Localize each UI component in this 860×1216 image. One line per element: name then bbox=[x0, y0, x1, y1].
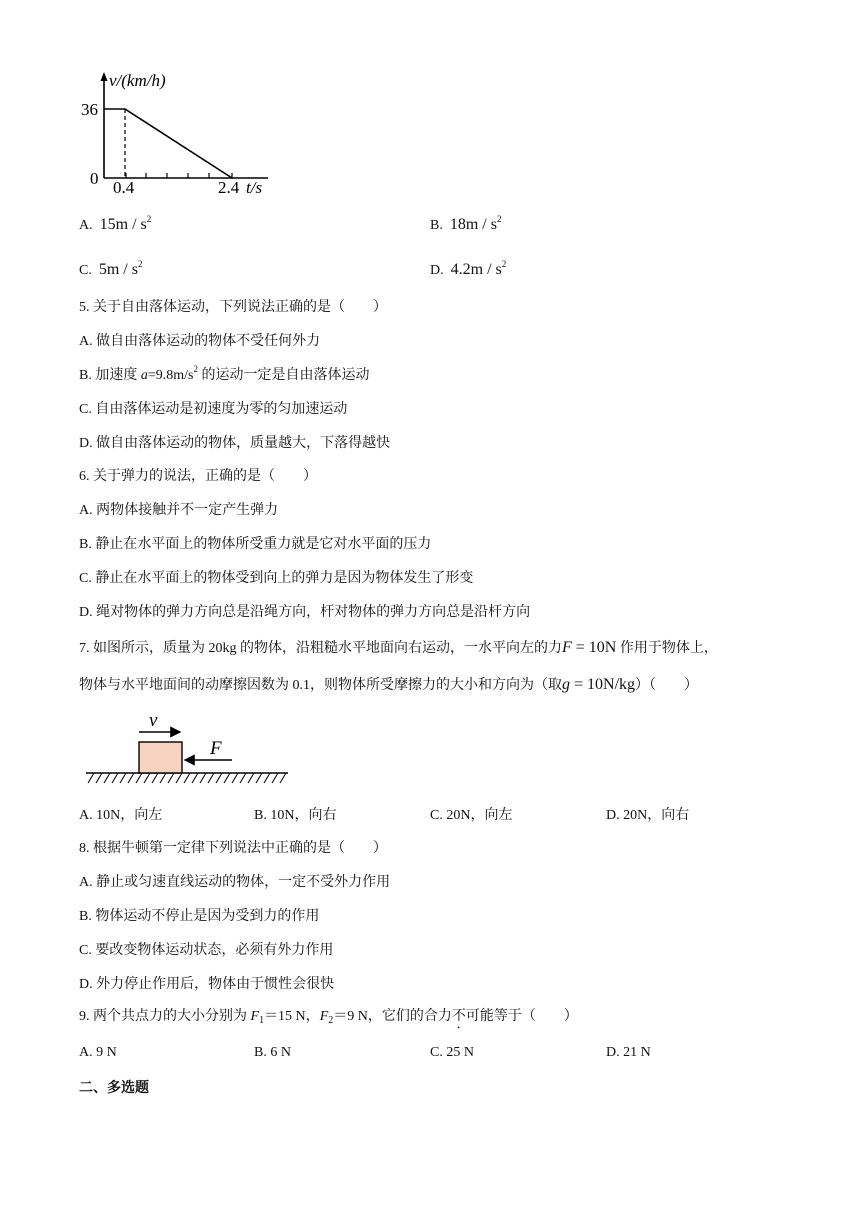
q8-option-b: B. 物体运动不停止是因为受到力的作用 bbox=[79, 909, 320, 924]
q9-option-d: D. 21 N bbox=[606, 1045, 651, 1060]
origin-label: 0 bbox=[90, 169, 99, 188]
emphasis-dot-char: 不 bbox=[451, 1009, 466, 1024]
q6-stem: 6. 关于弹力的说法，正确的是（ ） bbox=[79, 469, 317, 484]
q7-option-c: C. 20N，向左 bbox=[430, 808, 513, 823]
q7-stem-line2: 物体与水平地面间的动摩擦因数为 0.1，则物体所受摩擦力的大小和方向为（取g = 10N/kg）（ ） bbox=[79, 676, 699, 693]
x-tick-24: 2.4 bbox=[218, 178, 240, 197]
q5-option-b: B. 加速度 $a=9.8m/s^2$ 的运动一定是自由落体运动 bbox=[79, 364, 370, 383]
q7-option-b: B. 10N，向右 bbox=[254, 808, 337, 823]
y-tick-36: 36 bbox=[81, 100, 98, 119]
velocity-time-graph bbox=[78, 66, 278, 198]
block bbox=[139, 742, 182, 773]
q5-option-c: C. 自由落体运动是初速度为零的匀加速运动 bbox=[79, 402, 348, 417]
q4-option-b: B. $18m / s^2$ bbox=[430, 214, 502, 233]
x-axis-label: t/s bbox=[246, 178, 263, 197]
q9-option-c: C. 25 N bbox=[430, 1045, 474, 1060]
q9-stem: 9. 两个共点力的大小分别为 $F_1=15$ N，$F_2=9$ N，它们的合力不可能等于（ ） bbox=[79, 1009, 578, 1026]
q5-option-d: D. 做自由落体运动的物体，质量越大，下落得越快 bbox=[79, 436, 391, 451]
q5-stem: 5. 关于自由落体运动，下列说法正确的是（ ） bbox=[79, 300, 387, 315]
q9-option-a: A. 9 N bbox=[79, 1045, 117, 1060]
ground-hatching bbox=[88, 773, 286, 783]
y-axis-arrow bbox=[101, 72, 108, 81]
q8-stem: 8. 根据牛顿第一定律下列说法中正确的是（ ） bbox=[79, 841, 387, 856]
block-force-diagram bbox=[82, 706, 292, 788]
q8-option-c: C. 要改变物体运动状态，必须有外力作用 bbox=[79, 943, 334, 958]
q6-option-b: B. 静止在水平面上的物体所受重力就是它对水平面的压力 bbox=[79, 537, 432, 552]
force-label: F bbox=[210, 738, 222, 759]
x-tick-04: 0.4 bbox=[113, 178, 135, 197]
q6-option-c: C. 静止在水平面上的物体受到向上的弹力是因为物体发生了形变 bbox=[79, 571, 474, 586]
q7-option-a: A. 10N，向左 bbox=[79, 808, 163, 823]
y-axis-label: v/(km/h) bbox=[109, 71, 166, 90]
q8-option-d: D. 外力停止作用后，物体由于惯性会很快 bbox=[79, 977, 335, 992]
q6-option-d: D. 绳对物体的弹力方向总是沿绳方向，杆对物体的弹力方向总是沿杆方向 bbox=[79, 605, 531, 620]
q4-option-a: A. $15m / s^2$ bbox=[79, 214, 152, 233]
velocity-line bbox=[104, 109, 232, 178]
q6-option-a: A. 两物体接触并不一定产生弹力 bbox=[79, 503, 279, 518]
section-heading: 二、多选题 bbox=[79, 1080, 149, 1096]
q9-option-b: B. 6 N bbox=[254, 1045, 291, 1060]
q8-option-a: A. 静止或匀速直线运动的物体，一定不受外力作用 bbox=[79, 875, 391, 890]
q7-option-d: D. 20N，向右 bbox=[606, 808, 690, 823]
q5-option-a: A. 做自由落体运动的物体不受任何外力 bbox=[79, 334, 321, 349]
q7-stem-line1: 7. 如图所示，质量为 20kg 的物体，沿粗糙水平地面向右运动，一水平向左的力F = 10N 作用于物体上， bbox=[79, 639, 718, 656]
q4-option-d: D. $4.2m / s^2$ bbox=[430, 259, 507, 278]
velocity-label: v bbox=[149, 710, 158, 731]
q4-option-c: C. $5m / s^2$ bbox=[79, 259, 143, 278]
